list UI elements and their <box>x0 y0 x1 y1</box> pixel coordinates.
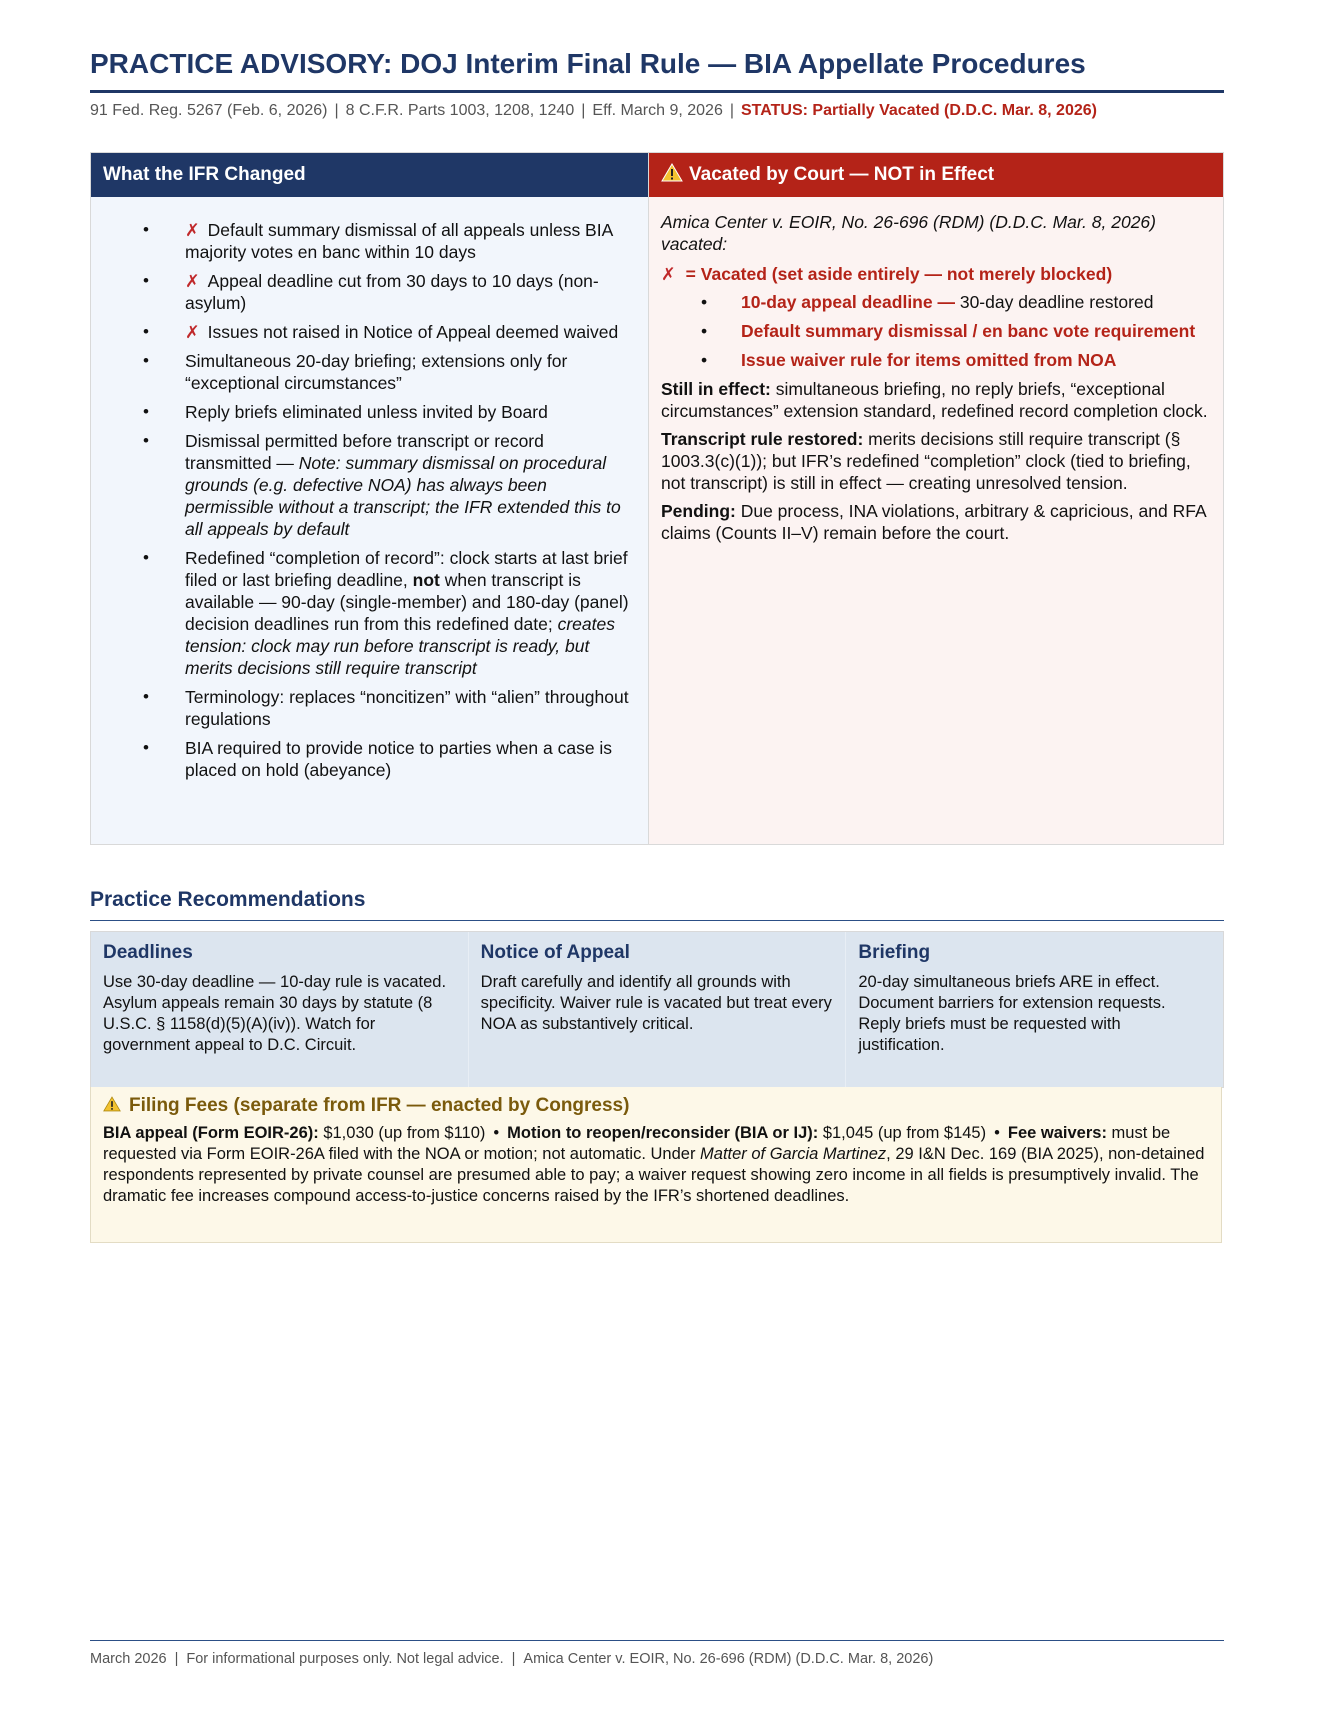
ifr-changes-column <box>91 153 649 844</box>
change-note: creates tension: clock may run before transcript is ready, but merits decisions still require transcript <box>185 614 615 678</box>
list-item <box>91 350 648 394</box>
list-item <box>91 270 648 314</box>
rec-heading: Deadlines <box>103 942 193 963</box>
fee-text: , 29 I&N Dec. 169 (BIA 2025), non-detained respondents represented by private counsel are presumed able to pay; a waiver request showing zero income in all fields is presumptively invalid. The dramatic fee increases compound access-to-justice concerns raised by the IFR’s shortened deadlines. <box>103 1145 1205 1205</box>
transcript-rule-label: Transcript rule restored: <box>661 429 864 449</box>
rec-briefing <box>846 932 1223 1087</box>
fee-label: Fee waivers: <box>1007 1124 1107 1142</box>
ifr-changes-list <box>91 197 648 781</box>
bullet-icon: • <box>143 548 149 567</box>
fee-text: $1,030 (up from $110) <box>318 1124 486 1142</box>
transcript-rule <box>661 428 1209 494</box>
bullet-icon: • <box>143 687 149 706</box>
bullet-icon: • <box>143 322 149 341</box>
change-text: when transcript is available — 90-day (single-member) and 180-day (panel) decision deadlines run from this redefined date; <box>185 570 629 634</box>
meta-separator: | <box>334 102 339 119</box>
footer-separator: | <box>174 1651 179 1667</box>
footer-case: Amica Center v. EOIR, No. 26-696 (RDM) (D.D.C. Mar. 8, 2026) <box>523 1651 934 1667</box>
still-in-effect-label: Still in effect: <box>661 379 771 399</box>
bullet-separator: • <box>994 1124 1000 1142</box>
rec-body: Use 30-day deadline — 10-day rule is vacated. Asylum appeals remain 30 days by statute (8 U.S.C. § 1158(d)(5)(A)(iv)). Watch for government appeal to D.C. Circuit. <box>103 973 447 1054</box>
vacated-item-detail: 30-day deadline restored <box>954 292 1154 312</box>
rec-notice-of-appeal <box>469 932 847 1087</box>
transcript-rule-text: merits decisions still require transcript (§ 1003.3(c)(1)); but IFR’s redefined “completion” clock (tied to briefing, not transcript) is still in effect — creating unresolved tension. <box>661 429 1191 493</box>
status-badge: STATUS: Partially Vacated (D.D.C. Mar. 8, 2026) <box>741 102 1097 119</box>
citation-line <box>90 101 1224 121</box>
list-item <box>91 737 648 781</box>
bullet-icon: • <box>143 431 149 450</box>
bullet-icon: • <box>701 292 708 312</box>
change-text: Issues not raised in Notice of Appeal deemed waived <box>207 322 619 342</box>
ifr-comparison-table <box>90 152 1224 845</box>
vacated-legend <box>661 263 1209 285</box>
effective-date: Eff. March 9, 2026 <box>592 102 723 119</box>
list-item <box>91 219 648 263</box>
x-mark-icon: ✗ <box>661 264 676 284</box>
recommendations-title: Practice Recommendations <box>90 888 366 911</box>
pending-text: Due process, INA violations, arbitrary & capricious, and RFA claims (Counts II–V) remain before the court. <box>661 501 1206 543</box>
filing-fees-title: Filing Fees (separate from IFR — enacted by Congress) <box>129 1095 630 1116</box>
vacated-header-label: Vacated by Court — NOT in Effect <box>689 164 995 185</box>
vacated-item: Default summary dismissal / en banc vote requirement <box>741 321 1196 341</box>
footer <box>90 1651 933 1667</box>
fed-reg-citation: 91 Fed. Reg. 5267 (Feb. 6, 2026) <box>90 102 328 119</box>
bullet-icon: • <box>143 220 149 239</box>
bullet-separator: • <box>493 1124 500 1142</box>
case-citation: Amica Center v. EOIR, No. 26-696 (RDM) (D.D.C. Mar. 8, 2026) vacated: <box>661 212 1156 254</box>
filing-fees-text <box>103 1123 1209 1207</box>
pending-claims <box>661 500 1209 544</box>
vacated-header <box>649 153 1223 197</box>
fee-text: must be requested via Form EOIR-26A filed with the NOA or motion; not automatic. Under <box>103 1124 1171 1163</box>
change-text: Simultaneous 20-day briefing; extensions only for “exceptional circumstances” <box>185 351 568 393</box>
list-item <box>91 430 648 540</box>
pending-label: Pending: <box>661 501 736 521</box>
change-text: Default summary dismissal of all appeals unless BIA majority votes en banc within 10 days <box>185 220 613 262</box>
footer-divider <box>90 1640 1224 1641</box>
list-item <box>661 291 1209 313</box>
meta-separator: | <box>581 102 586 119</box>
fee-label: BIA appeal (Form EOIR-26): <box>103 1124 319 1142</box>
change-note: Note: summary dismissal on procedural grounds (e.g. defective NOA) has always been permissible without a transcript; the IFR extended this to all appeals by default <box>185 453 621 539</box>
change-text: Appeal deadline cut from 30 days to 10 days (non-asylum) <box>185 271 599 313</box>
bullet-icon: • <box>701 350 708 370</box>
vacated-body <box>649 197 1223 544</box>
list-item <box>661 349 1209 371</box>
footer-separator: | <box>511 1651 516 1667</box>
title-divider <box>90 90 1224 93</box>
change-text: Terminology: replaces “noncitizen” with “alien” throughout regulations <box>185 687 629 729</box>
list-item <box>661 320 1209 342</box>
rec-body: Draft carefully and identify all grounds with specificity. Waiver rule is vacated but treat every NOA as substantively critical. <box>480 973 832 1033</box>
change-text: Dismissal permitted before transcript or record transmitted — <box>185 431 544 473</box>
fee-text: $1,045 (up from $145) <box>818 1124 987 1142</box>
list-item <box>91 686 648 730</box>
list-item <box>91 401 648 423</box>
change-text: BIA required to provide notice to parties when a case is placed on hold (abeyance) <box>185 738 613 780</box>
x-mark-icon: ✗ <box>185 322 200 342</box>
vacated-item: Issue waiver rule for items omitted from NOA <box>741 350 1117 370</box>
recommendations-divider <box>90 920 1224 921</box>
change-text: Reply briefs eliminated unless invited by Board <box>185 402 548 422</box>
list-item <box>91 547 648 679</box>
meta-separator: | <box>729 102 734 119</box>
vacated-item: 10-day appeal deadline — <box>741 292 955 312</box>
fee-label: Motion to reopen/reconsider (BIA or IJ): <box>507 1124 819 1142</box>
still-in-effect <box>661 378 1209 422</box>
cfr-citation: 8 C.F.R. Parts 1003, 1208, 1240 <box>345 102 575 119</box>
warning-icon <box>661 163 683 182</box>
case-name: Matter of Garcia Martinez <box>700 1145 887 1163</box>
bullet-icon: • <box>701 321 708 341</box>
rec-heading: Briefing <box>858 942 931 963</box>
x-mark-icon: ✗ <box>185 220 200 240</box>
change-text: Redefined “completion of record”: clock starts at last brief filed or last briefing deadline, <box>185 548 628 590</box>
footer-date: March 2026 <box>90 1651 167 1667</box>
page-title: PRACTICE ADVISORY: DOJ Interim Final Rule — BIA Appellate Procedures <box>90 48 1086 79</box>
rec-deadlines <box>91 932 469 1087</box>
ifr-changes-header: What the IFR Changed <box>91 153 648 197</box>
bullet-icon: • <box>143 351 149 370</box>
footer-disclaimer: For informational purposes only. Not legal advice. <box>186 1651 504 1667</box>
emphasis-not: not <box>412 570 440 590</box>
filing-fees-heading <box>103 1095 1209 1117</box>
rec-body: 20-day simultaneous briefs ARE in effect. Document barriers for extension requests. Reply briefs must be requested with justification. <box>858 973 1166 1054</box>
bullet-icon: • <box>143 738 149 757</box>
legend-text: = Vacated (set aside entirely — not merely blocked) <box>685 264 1113 284</box>
recommendations-grid <box>90 931 1224 1088</box>
still-in-effect-text: simultaneous briefing, no reply briefs, “exceptional circumstances” extension standard, redefined record completion clock. <box>661 379 1208 421</box>
vacated-column <box>649 153 1223 844</box>
bullet-icon: • <box>143 402 149 421</box>
vacated-list <box>661 291 1209 371</box>
x-mark-icon: ✗ <box>185 271 200 291</box>
warning-icon <box>103 1096 121 1112</box>
bullet-icon: • <box>143 271 149 290</box>
filing-fees-box <box>90 1087 1222 1243</box>
list-item <box>91 321 648 343</box>
rec-heading: Notice of Appeal <box>480 942 630 963</box>
